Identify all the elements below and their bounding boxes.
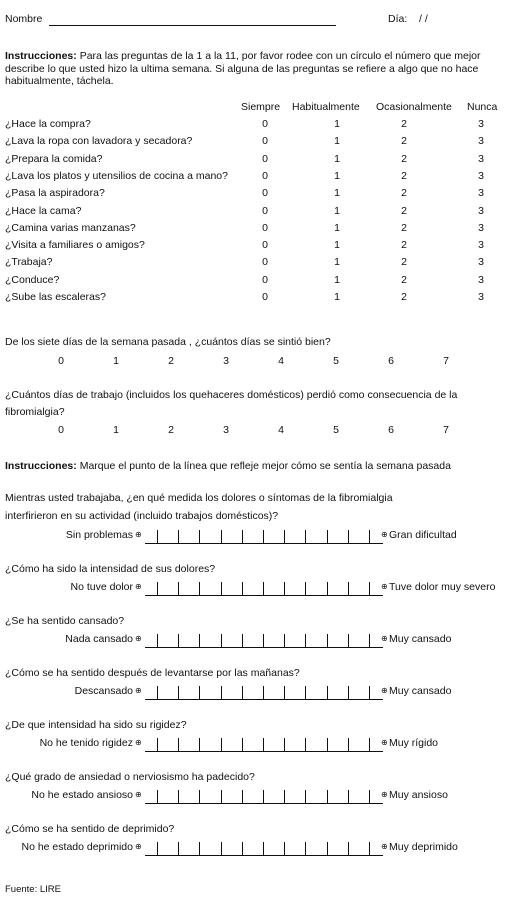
vas-tick[interactable] <box>263 790 264 804</box>
option-2[interactable]: 2 <box>401 273 407 286</box>
vas-tick[interactable] <box>157 582 158 596</box>
vas-tick[interactable] <box>348 790 349 804</box>
vas-tick[interactable] <box>305 842 306 856</box>
vas-tick[interactable] <box>263 582 264 596</box>
vas-tick[interactable] <box>242 842 243 856</box>
vas-tick[interactable] <box>157 530 158 544</box>
vas-tick[interactable] <box>157 686 158 700</box>
question-row <box>5 135 510 152</box>
option-2[interactable]: 2 <box>401 239 407 252</box>
vas-tick[interactable] <box>242 634 243 648</box>
vas-right-anchor-icon: ⊕ <box>381 790 388 799</box>
instructions-1-text: Para las preguntas de la 1 a la 11, por favor rodee con un círculo el número que mejor describe lo que usted hizo la ultima semana. Si alguna de las preguntas se refiere a algo que no hace habitualmente, táchela. <box>5 50 481 87</box>
option-2[interactable]: 2 <box>401 187 407 200</box>
instructions-1 <box>5 50 513 88</box>
vas-left-label: No he estado deprimido <box>21 841 133 853</box>
vas-tick[interactable] <box>221 634 222 648</box>
question-text: ¿Camina varias manzanas? <box>5 221 136 234</box>
vas-tick[interactable] <box>221 582 222 596</box>
vas-left-anchor-icon: ⊕ <box>135 634 142 643</box>
col-ocasionalmente: Ocasionalmente <box>376 101 452 113</box>
work-question-line2: fibromialgia? <box>5 406 65 418</box>
question-row <box>5 118 510 135</box>
vas-left-anchor-icon: ⊕ <box>135 686 142 695</box>
vas-left-anchor-icon: ⊕ <box>135 790 142 799</box>
option-1[interactable]: 1 <box>334 152 340 165</box>
vas-tick[interactable] <box>178 530 179 544</box>
option-1[interactable]: 1 <box>334 256 340 269</box>
question-text: ¿Sube las escaleras? <box>5 291 106 303</box>
vas-right-label: Muy cansado <box>389 685 452 697</box>
question-row <box>5 256 510 273</box>
vas-tick[interactable] <box>284 686 285 700</box>
vas-tick[interactable] <box>199 634 200 648</box>
vas-tick[interactable] <box>242 686 243 700</box>
option-3[interactable]: 3 <box>478 187 484 200</box>
option-1[interactable]: 1 <box>334 273 340 286</box>
vas-tick[interactable] <box>327 530 328 544</box>
question-text: ¿Lava los platos y utensilios de cocina a mano? <box>5 169 228 182</box>
vas-tick[interactable] <box>178 790 179 804</box>
option-3[interactable]: 3 <box>478 152 484 165</box>
vas-tick[interactable] <box>369 530 370 544</box>
vas-question: ¿Cómo se ha sentido después de levantarse por las mañanas? <box>5 667 300 679</box>
option-0[interactable]: 0 <box>262 118 268 130</box>
option-0[interactable]: 0 <box>262 256 268 269</box>
vas-right-label: Muy cansado <box>389 633 452 645</box>
vas-right-anchor-icon: ⊕ <box>381 842 388 851</box>
col-habitualmente: Habitualmente <box>292 101 360 113</box>
vas-tick[interactable] <box>178 634 179 648</box>
option-3[interactable]: 3 <box>478 118 484 130</box>
option-2[interactable]: 2 <box>401 221 407 234</box>
vas-left-label: Sin problemas <box>65 529 133 541</box>
vas-tick[interactable] <box>369 738 370 752</box>
vas-right-anchor-icon: ⊕ <box>381 738 388 747</box>
vas-tick[interactable] <box>284 582 285 596</box>
option-0[interactable]: 0 <box>262 152 268 165</box>
vas-question-line2: interfirieron en su actividad (incluido trabajos domésticos)? <box>5 510 279 522</box>
vas-tick[interactable] <box>284 634 285 648</box>
option-0[interactable]: 0 <box>262 273 268 286</box>
vas-tick[interactable] <box>157 790 158 804</box>
vas-tick[interactable] <box>369 790 370 804</box>
vas-tick[interactable] <box>178 738 179 752</box>
vas-tick[interactable] <box>263 842 264 856</box>
option-1[interactable]: 1 <box>334 169 340 182</box>
vas-tick[interactable] <box>348 686 349 700</box>
vas-tick[interactable] <box>305 634 306 648</box>
vas-tick[interactable] <box>327 842 328 856</box>
scale-option[interactable]: 6 <box>388 424 394 436</box>
scale-option[interactable]: 4 <box>278 424 284 436</box>
day-label: Día: <box>388 13 408 25</box>
option-2[interactable]: 2 <box>401 204 407 217</box>
option-3[interactable]: 3 <box>478 291 484 303</box>
vas-tick[interactable] <box>305 790 306 804</box>
vas-left-anchor-icon: ⊕ <box>135 738 142 747</box>
scale-option[interactable]: 3 <box>223 355 229 367</box>
header <box>5 13 510 29</box>
option-1[interactable]: 1 <box>334 204 340 217</box>
vas-tick[interactable] <box>305 738 306 752</box>
option-2[interactable]: 2 <box>401 118 407 130</box>
vas-tick[interactable] <box>199 790 200 804</box>
question-row <box>5 239 510 256</box>
vas-right-label: Tuve dolor muy severo <box>389 581 496 593</box>
vas-right-label: Muy ansioso <box>389 789 448 801</box>
vas-tick[interactable] <box>178 842 179 856</box>
question-text: ¿Conduce? <box>5 273 60 286</box>
vas-tick[interactable] <box>284 790 285 804</box>
question-row <box>5 187 510 204</box>
vas-tick[interactable] <box>348 738 349 752</box>
vas-tick[interactable] <box>327 790 328 804</box>
scale-option[interactable]: 2 <box>168 424 174 436</box>
col-siempre: Siempre <box>241 101 281 113</box>
vas-tick[interactable] <box>199 530 200 544</box>
question-text: ¿Pasa la aspiradora? <box>5 187 105 200</box>
instructions-2-text: Marque el punto de la línea que refleje mejor cómo se sentía la semana pasada <box>76 460 451 472</box>
question-text: ¿Visita a familiares o amigos? <box>5 239 145 252</box>
vas-question: ¿Cómo se ha sentido de deprimido? <box>5 823 175 835</box>
vas-tick[interactable] <box>221 530 222 544</box>
option-3[interactable]: 3 <box>478 256 484 269</box>
vas-question: ¿Cómo ha sido la intensidad de sus dolores? <box>5 563 216 575</box>
vas-tick[interactable] <box>263 738 264 752</box>
vas-tick[interactable] <box>369 686 370 700</box>
work-question-line1: ¿Cuántos días de trabajo (incluidos los quehaceres domésticos) perdió como consecuencia de la <box>5 389 458 401</box>
instructions-2-label: Instrucciones: <box>5 460 77 472</box>
option-3[interactable]: 3 <box>478 239 484 252</box>
vas-tick[interactable] <box>327 582 328 596</box>
option-2[interactable]: 2 <box>401 169 407 182</box>
question-text: ¿Trabaja? <box>5 256 53 269</box>
option-0[interactable]: 0 <box>262 169 268 182</box>
vas-question: Mientras usted trabajaba, ¿en qué medida los dolores o síntomas de la fibromialgia <box>5 492 393 504</box>
vas-tick[interactable] <box>178 582 179 596</box>
option-3[interactable]: 3 <box>478 221 484 234</box>
question-row <box>5 153 510 170</box>
scale-option[interactable]: 3 <box>223 424 229 436</box>
vas-tick[interactable] <box>284 738 285 752</box>
vas-left-anchor-icon: ⊕ <box>135 582 142 591</box>
option-3[interactable]: 3 <box>478 135 484 148</box>
vas-right-anchor-icon: ⊕ <box>381 582 388 591</box>
vas-left-label: Descansado <box>74 685 133 697</box>
vas-tick[interactable] <box>284 530 285 544</box>
days-question: De los siete días de la semana pasada , ¿cuántos días se sintió bien? <box>5 336 331 348</box>
vas-tick[interactable] <box>284 842 285 856</box>
vas-left-label: Nada cansado <box>65 633 133 645</box>
instructions-1-label: Instrucciones: <box>5 50 77 62</box>
vas-tick[interactable] <box>199 686 200 700</box>
scale-option[interactable]: 0 <box>58 355 64 367</box>
question-row <box>5 291 510 308</box>
scale-option[interactable]: 2 <box>168 355 174 367</box>
question-text: ¿Hace la cama? <box>5 204 82 217</box>
scale-option[interactable]: 7 <box>443 424 449 436</box>
option-3[interactable]: 3 <box>478 273 484 286</box>
option-2[interactable]: 2 <box>401 135 407 148</box>
vas-tick[interactable] <box>348 530 349 544</box>
scale-option[interactable]: 1 <box>113 355 119 367</box>
vas-right-label: Gran dificultad <box>389 529 457 541</box>
vas-tick[interactable] <box>348 842 349 856</box>
question-row <box>5 274 510 291</box>
question-row <box>5 170 510 187</box>
vas-left-label: No he tenido rigidez <box>39 737 133 749</box>
vas-tick[interactable] <box>199 842 200 856</box>
vas-tick[interactable] <box>242 738 243 752</box>
option-1[interactable]: 1 <box>334 291 340 303</box>
vas-tick[interactable] <box>242 530 243 544</box>
scale-option[interactable]: 0 <box>58 424 64 436</box>
vas-tick[interactable] <box>242 582 243 596</box>
vas-left-label: No he estado ansioso <box>31 789 133 801</box>
option-2[interactable]: 2 <box>401 291 407 303</box>
option-0[interactable]: 0 <box>262 204 268 217</box>
vas-tick[interactable] <box>369 842 370 856</box>
vas-tick[interactable] <box>369 582 370 596</box>
col-nunca: Nunca <box>467 101 498 113</box>
vas-right-anchor-icon: ⊕ <box>381 530 388 539</box>
scale-option[interactable]: 4 <box>278 355 284 367</box>
option-0[interactable]: 0 <box>262 239 268 252</box>
question-row <box>5 222 510 239</box>
vas-question: ¿De que intensidad ha sido su rigidez? <box>5 719 187 731</box>
vas-tick[interactable] <box>348 582 349 596</box>
vas-tick[interactable] <box>305 582 306 596</box>
day-field[interactable]: / / <box>419 13 428 25</box>
scale-option[interactable]: 5 <box>333 424 339 436</box>
vas-tick[interactable] <box>242 790 243 804</box>
option-0[interactable]: 0 <box>262 221 268 234</box>
vas-tick[interactable] <box>157 842 158 856</box>
vas-question: ¿Se ha sentido cansado? <box>5 615 125 627</box>
vas-tick[interactable] <box>369 634 370 648</box>
source-note: Fuente: LIRE <box>5 884 61 895</box>
vas-right-label: Muy rígido <box>389 737 439 749</box>
vas-tick[interactable] <box>199 582 200 596</box>
question-text: ¿Lava la ropa con lavadora y secadora? <box>5 135 193 148</box>
instructions-2 <box>5 460 451 472</box>
vas-tick[interactable] <box>263 530 264 544</box>
option-0[interactable]: 0 <box>262 135 268 148</box>
vas-right-anchor-icon: ⊕ <box>381 686 388 695</box>
name-field[interactable] <box>49 25 336 26</box>
vas-tick[interactable] <box>327 634 328 648</box>
option-1[interactable]: 1 <box>334 221 340 234</box>
option-1[interactable]: 1 <box>334 239 340 252</box>
vas-tick[interactable] <box>263 634 264 648</box>
vas-tick[interactable] <box>263 686 264 700</box>
vas-tick[interactable] <box>178 686 179 700</box>
question-row <box>5 205 510 222</box>
vas-left-anchor-icon: ⊕ <box>135 842 142 851</box>
vas-left-anchor-icon: ⊕ <box>135 530 142 539</box>
vas-tick[interactable] <box>221 686 222 700</box>
option-1[interactable]: 1 <box>334 187 340 200</box>
vas-tick[interactable] <box>305 530 306 544</box>
vas-right-anchor-icon: ⊕ <box>381 634 388 643</box>
name-label: Nombre <box>5 13 43 25</box>
vas-tick[interactable] <box>199 738 200 752</box>
question-text: ¿Prepara la comida? <box>5 152 103 165</box>
scale-option[interactable]: 6 <box>388 355 394 367</box>
vas-question: ¿Qué grado de ansiedad o nerviosismo ha padecido? <box>5 771 255 783</box>
vas-tick[interactable] <box>221 738 222 752</box>
vas-tick[interactable] <box>221 790 222 804</box>
option-1[interactable]: 1 <box>334 135 340 148</box>
option-0[interactable]: 0 <box>262 187 268 200</box>
scale-option[interactable]: 7 <box>443 355 449 367</box>
vas-tick[interactable] <box>327 738 328 752</box>
option-2[interactable]: 2 <box>401 152 407 165</box>
option-3[interactable]: 3 <box>478 169 484 182</box>
vas-right-label: Muy deprimido <box>389 841 458 853</box>
vas-tick[interactable] <box>327 686 328 700</box>
option-1[interactable]: 1 <box>334 118 340 130</box>
vas-left-label: No tuve dolor <box>70 581 133 593</box>
option-2[interactable]: 2 <box>401 256 407 269</box>
vas-tick[interactable] <box>305 686 306 700</box>
vas-tick[interactable] <box>221 842 222 856</box>
option-3[interactable]: 3 <box>478 204 484 217</box>
option-0[interactable]: 0 <box>262 291 268 303</box>
question-text: ¿Hace la compra? <box>5 118 91 130</box>
vas-tick[interactable] <box>348 634 349 648</box>
vas-tick[interactable] <box>157 738 158 752</box>
scale-option[interactable]: 5 <box>333 355 339 367</box>
scale-option[interactable]: 1 <box>113 424 119 436</box>
vas-tick[interactable] <box>157 634 158 648</box>
